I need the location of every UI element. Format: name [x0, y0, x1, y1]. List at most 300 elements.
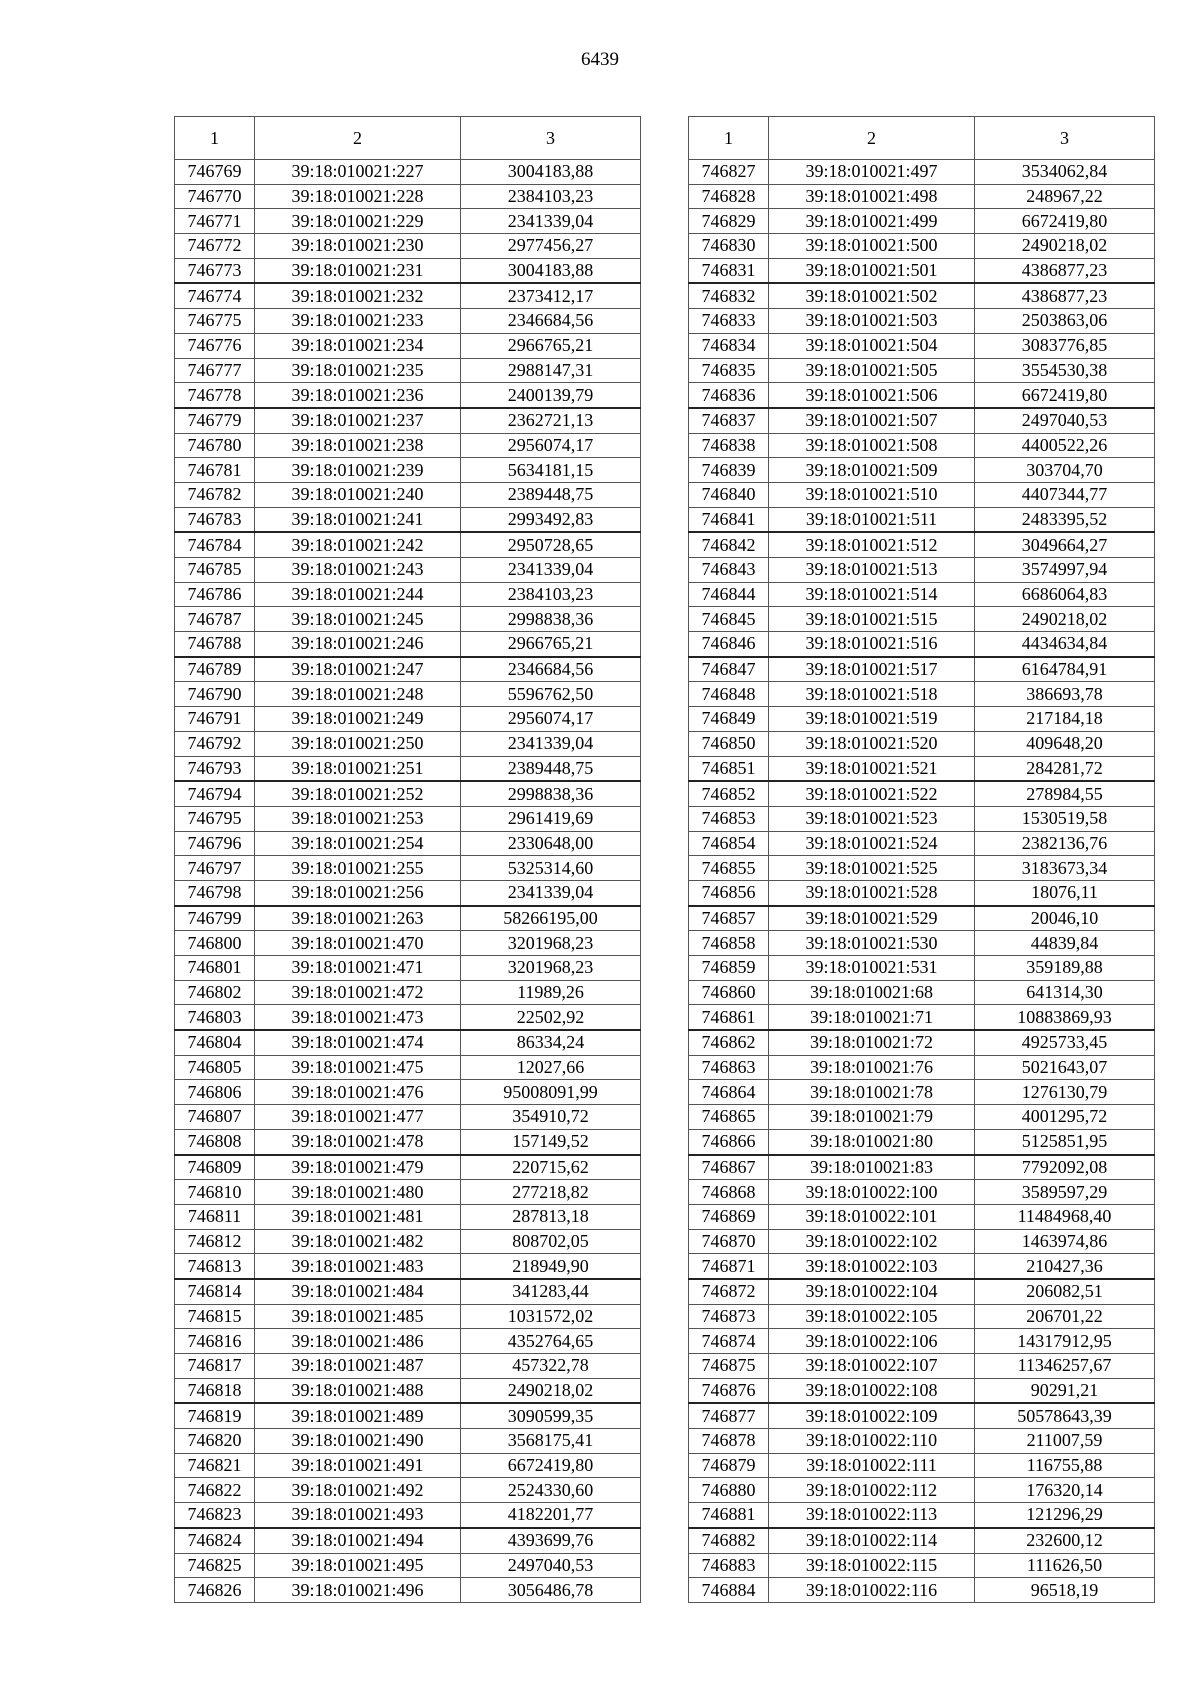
value-cell: 90291,21 [975, 1378, 1155, 1403]
value-cell: 303704,70 [975, 458, 1155, 483]
value-cell: 284281,72 [975, 756, 1155, 781]
value-cell: 4393699,76 [461, 1528, 641, 1553]
cadastral-number-cell: 39:18:010021:501 [769, 258, 975, 283]
table-row [175, 1578, 641, 1603]
row-number-cell: 746849 [689, 707, 769, 732]
row-number-cell: 746838 [689, 433, 769, 458]
cadastral-number-cell: 39:18:010021:516 [769, 632, 975, 657]
value-cell: 1031572,02 [461, 1304, 641, 1329]
value-cell: 2389448,75 [461, 482, 641, 507]
value-cell: 277218,82 [461, 1180, 641, 1205]
cadastral-number-cell: 39:18:010021:523 [769, 806, 975, 831]
value-cell: 2389448,75 [461, 756, 641, 781]
table-row [175, 1105, 641, 1130]
table-row [689, 1429, 1155, 1454]
table-row [689, 831, 1155, 856]
value-cell: 5021643,07 [975, 1055, 1155, 1080]
cadastral-number-cell: 39:18:010021:79 [769, 1105, 975, 1130]
value-cell: 2988147,31 [461, 358, 641, 383]
value-cell: 20046,10 [975, 906, 1155, 931]
cadastral-number-cell: 39:18:010021:253 [255, 806, 461, 831]
value-cell: 2966765,21 [461, 632, 641, 657]
value-cell: 2956074,17 [461, 433, 641, 458]
cadastral-number-cell: 39:18:010021:486 [255, 1329, 461, 1354]
cadastral-number-cell: 39:18:010021:483 [255, 1254, 461, 1279]
table-row [689, 931, 1155, 956]
value-cell: 220715,62 [461, 1155, 641, 1180]
row-number-cell: 746777 [175, 358, 255, 383]
table-row [175, 582, 641, 607]
value-cell: 641314,30 [975, 980, 1155, 1005]
cadastral-number-cell: 39:18:010021:518 [769, 682, 975, 707]
row-number-cell: 746780 [175, 433, 255, 458]
cadastral-number-cell: 39:18:010021:507 [769, 408, 975, 433]
row-number-cell: 746878 [689, 1429, 769, 1454]
row-number-cell: 746781 [175, 458, 255, 483]
table-row [689, 1005, 1155, 1030]
table-row [689, 880, 1155, 905]
row-number-cell: 746853 [689, 806, 769, 831]
cadastral-number-cell: 39:18:010021:250 [255, 731, 461, 756]
value-cell: 2490218,02 [461, 1378, 641, 1403]
row-number-cell: 746828 [689, 184, 769, 209]
cadastral-number-cell: 39:18:010021:524 [769, 831, 975, 856]
value-cell: 4386877,23 [975, 258, 1155, 283]
value-cell: 359189,88 [975, 956, 1155, 981]
row-number-cell: 746801 [175, 956, 255, 981]
table-row [175, 980, 641, 1005]
value-cell: 248967,22 [975, 184, 1155, 209]
row-number-cell: 746875 [689, 1354, 769, 1379]
column-header-2: 2 [769, 117, 975, 160]
table-row [689, 1354, 1155, 1379]
table-row [175, 309, 641, 334]
row-number-cell: 746843 [689, 558, 769, 583]
cadastral-number-cell: 39:18:010021:482 [255, 1229, 461, 1254]
table-row [689, 1279, 1155, 1304]
cadastral-number-cell: 39:18:010021:521 [769, 756, 975, 781]
cadastral-number-cell: 39:18:010022:113 [769, 1503, 975, 1528]
row-number-cell: 746785 [175, 558, 255, 583]
row-number-cell: 746831 [689, 258, 769, 283]
row-number-cell: 746833 [689, 309, 769, 334]
table-row [689, 657, 1155, 682]
value-cell: 457322,78 [461, 1354, 641, 1379]
table-row [689, 607, 1155, 632]
table-row [689, 756, 1155, 781]
table-row [689, 1080, 1155, 1105]
value-cell: 4001295,72 [975, 1105, 1155, 1130]
row-number-cell: 746874 [689, 1329, 769, 1354]
value-cell: 211007,59 [975, 1429, 1155, 1454]
cadastral-number-cell: 39:18:010021:232 [255, 283, 461, 308]
cadastral-number-cell: 39:18:010021:251 [255, 756, 461, 781]
value-cell: 7792092,08 [975, 1155, 1155, 1180]
table-row [175, 931, 641, 956]
table-row [175, 707, 641, 732]
row-number-cell: 746821 [175, 1453, 255, 1478]
table-row [175, 831, 641, 856]
cadastral-number-cell: 39:18:010021:500 [769, 234, 975, 259]
table-row [175, 507, 641, 532]
row-number-cell: 746832 [689, 283, 769, 308]
table-row [175, 682, 641, 707]
value-cell: 2330648,00 [461, 831, 641, 856]
row-number-cell: 746796 [175, 831, 255, 856]
table-row [175, 184, 641, 209]
row-number-cell: 746855 [689, 856, 769, 881]
value-cell: 6164784,91 [975, 657, 1155, 682]
cadastral-number-cell: 39:18:010021:480 [255, 1180, 461, 1205]
cadastral-number-cell: 39:18:010021:248 [255, 682, 461, 707]
table-row [175, 1254, 641, 1279]
table-row [175, 209, 641, 234]
row-number-cell: 746798 [175, 880, 255, 905]
cadastral-number-cell: 39:18:010021:83 [769, 1155, 975, 1180]
row-number-cell: 746872 [689, 1279, 769, 1304]
cadastral-number-cell: 39:18:010021:238 [255, 433, 461, 458]
table-row [175, 906, 641, 931]
row-number-cell: 746790 [175, 682, 255, 707]
value-cell: 4386877,23 [975, 283, 1155, 308]
value-cell: 121296,29 [975, 1503, 1155, 1528]
cadastral-number-cell: 39:18:010022:105 [769, 1304, 975, 1329]
table-row [689, 582, 1155, 607]
cadastral-number-cell: 39:18:010021:488 [255, 1378, 461, 1403]
table-row [175, 1478, 641, 1503]
table-row [175, 632, 641, 657]
row-number-cell: 746858 [689, 931, 769, 956]
cadastral-number-cell: 39:18:010022:111 [769, 1453, 975, 1478]
table-row [175, 1528, 641, 1553]
table-row [175, 1378, 641, 1403]
value-cell: 11484968,40 [975, 1204, 1155, 1229]
table-row [175, 458, 641, 483]
row-number-cell: 746774 [175, 283, 255, 308]
table-row [175, 731, 641, 756]
table-row [175, 358, 641, 383]
row-number-cell: 746793 [175, 756, 255, 781]
table-row [689, 980, 1155, 1005]
value-cell: 6672419,80 [975, 209, 1155, 234]
row-number-cell: 746795 [175, 806, 255, 831]
cadastral-number-cell: 39:18:010022:112 [769, 1478, 975, 1503]
column-header-3: 3 [975, 117, 1155, 160]
table-row [689, 1254, 1155, 1279]
row-number-cell: 746840 [689, 482, 769, 507]
value-cell: 95008091,99 [461, 1080, 641, 1105]
cadastral-number-cell: 39:18:010021:493 [255, 1503, 461, 1528]
value-cell: 386693,78 [975, 682, 1155, 707]
row-number-cell: 746861 [689, 1005, 769, 1030]
table-row [175, 383, 641, 408]
value-cell: 44839,84 [975, 931, 1155, 956]
table-row [175, 856, 641, 881]
value-cell: 808702,05 [461, 1229, 641, 1254]
table-row [175, 1354, 641, 1379]
value-cell: 409648,20 [975, 731, 1155, 756]
row-number-cell: 746820 [175, 1429, 255, 1454]
cadastral-number-cell: 39:18:010021:511 [769, 507, 975, 532]
cadastral-number-cell: 39:18:010021:496 [255, 1578, 461, 1603]
cadastral-number-cell: 39:18:010021:481 [255, 1204, 461, 1229]
cadastral-number-cell: 39:18:010021:497 [769, 160, 975, 185]
cadastral-number-cell: 39:18:010021:68 [769, 980, 975, 1005]
cadastral-number-cell: 39:18:010021:244 [255, 582, 461, 607]
table-row [175, 258, 641, 283]
row-number-cell: 746809 [175, 1155, 255, 1180]
table-row [689, 856, 1155, 881]
cadastral-number-cell: 39:18:010021:529 [769, 906, 975, 931]
value-cell: 5125851,95 [975, 1129, 1155, 1154]
cadastral-number-cell: 39:18:010022:101 [769, 1204, 975, 1229]
row-number-cell: 746817 [175, 1354, 255, 1379]
cadastral-number-cell: 39:18:010021:263 [255, 906, 461, 931]
table-row [689, 1528, 1155, 1553]
cadastral-number-cell: 39:18:010021:513 [769, 558, 975, 583]
value-cell: 10883869,93 [975, 1005, 1155, 1030]
row-number-cell: 746857 [689, 906, 769, 931]
row-number-cell: 746852 [689, 781, 769, 806]
cadastral-number-cell: 39:18:010021:475 [255, 1055, 461, 1080]
value-cell: 3004183,88 [461, 258, 641, 283]
table-row [689, 458, 1155, 483]
cadastral-number-cell: 39:18:010021:239 [255, 458, 461, 483]
row-number-cell: 746786 [175, 582, 255, 607]
row-number-cell: 746870 [689, 1229, 769, 1254]
value-cell: 206701,22 [975, 1304, 1155, 1329]
cadastral-number-cell: 39:18:010021:515 [769, 607, 975, 632]
value-cell: 2341339,04 [461, 731, 641, 756]
row-number-cell: 746851 [689, 756, 769, 781]
table-row [689, 160, 1155, 185]
table-row [175, 880, 641, 905]
row-number-cell: 746882 [689, 1528, 769, 1553]
value-cell: 3574997,94 [975, 558, 1155, 583]
table-row [689, 956, 1155, 981]
cadastral-number-cell: 39:18:010021:256 [255, 880, 461, 905]
value-cell: 4400522,26 [975, 433, 1155, 458]
row-number-cell: 746873 [689, 1304, 769, 1329]
value-cell: 3534062,84 [975, 160, 1155, 185]
cadastral-number-cell: 39:18:010021:471 [255, 956, 461, 981]
value-cell: 3201968,23 [461, 956, 641, 981]
table-row [175, 160, 641, 185]
row-number-cell: 746830 [689, 234, 769, 259]
row-number-cell: 746848 [689, 682, 769, 707]
cadastral-number-cell: 39:18:010022:108 [769, 1378, 975, 1403]
cadastral-number-cell: 39:18:010021:240 [255, 482, 461, 507]
value-cell: 232600,12 [975, 1528, 1155, 1553]
cadastral-number-cell: 39:18:010021:479 [255, 1155, 461, 1180]
value-cell: 4352764,65 [461, 1329, 641, 1354]
cadastral-number-cell: 39:18:010021:228 [255, 184, 461, 209]
row-number-cell: 746805 [175, 1055, 255, 1080]
table-body-left [175, 160, 641, 1603]
cadastral-number-cell: 39:18:010021:491 [255, 1453, 461, 1478]
cadastral-number-cell: 39:18:010021:505 [769, 358, 975, 383]
row-number-cell: 746788 [175, 632, 255, 657]
cadastral-number-cell: 39:18:010022:109 [769, 1403, 975, 1428]
cadastral-number-cell: 39:18:010021:78 [769, 1080, 975, 1105]
value-cell: 3056486,78 [461, 1578, 641, 1603]
row-number-cell: 746772 [175, 234, 255, 259]
value-cell: 157149,52 [461, 1129, 641, 1154]
cadastral-number-cell: 39:18:010021:528 [769, 880, 975, 905]
table-row [175, 1503, 641, 1528]
cadastral-number-cell: 39:18:010021:490 [255, 1429, 461, 1454]
value-cell: 287813,18 [461, 1204, 641, 1229]
table-row [689, 1304, 1155, 1329]
cadastral-number-cell: 39:18:010021:502 [769, 283, 975, 308]
row-number-cell: 746850 [689, 731, 769, 756]
row-number-cell: 746802 [175, 980, 255, 1005]
cadastral-number-cell: 39:18:010021:472 [255, 980, 461, 1005]
table-row [175, 1180, 641, 1205]
table-row [689, 482, 1155, 507]
row-number-cell: 746829 [689, 209, 769, 234]
cadastral-number-cell: 39:18:010021:525 [769, 856, 975, 881]
cadastral-number-cell: 39:18:010022:116 [769, 1578, 975, 1603]
row-number-cell: 746775 [175, 309, 255, 334]
value-cell: 2503863,06 [975, 309, 1155, 334]
row-number-cell: 746825 [175, 1553, 255, 1578]
value-cell: 1463974,86 [975, 1229, 1155, 1254]
table-row [175, 607, 641, 632]
cadastral-number-cell: 39:18:010021:474 [255, 1030, 461, 1055]
table-row [175, 1229, 641, 1254]
table-row [689, 806, 1155, 831]
value-cell: 3554530,38 [975, 358, 1155, 383]
value-cell: 217184,18 [975, 707, 1155, 732]
row-number-cell: 746822 [175, 1478, 255, 1503]
value-cell: 2966765,21 [461, 333, 641, 358]
table-row [175, 806, 641, 831]
table-row [689, 1055, 1155, 1080]
row-number-cell: 746844 [689, 582, 769, 607]
value-cell: 86334,24 [461, 1030, 641, 1055]
row-number-cell: 746819 [175, 1403, 255, 1428]
cadastral-number-cell: 39:18:010021:237 [255, 408, 461, 433]
row-number-cell: 746836 [689, 383, 769, 408]
value-cell: 2961419,69 [461, 806, 641, 831]
value-cell: 3083776,85 [975, 333, 1155, 358]
table-row [689, 507, 1155, 532]
table-row [689, 682, 1155, 707]
table-row [689, 1553, 1155, 1578]
table-row [689, 258, 1155, 283]
column-header-1: 1 [175, 117, 255, 160]
row-number-cell: 746773 [175, 258, 255, 283]
row-number-cell: 746880 [689, 1478, 769, 1503]
value-cell: 2483395,52 [975, 507, 1155, 532]
cadastral-number-cell: 39:18:010021:503 [769, 309, 975, 334]
table-row [689, 1578, 1155, 1603]
cadastral-number-cell: 39:18:010021:247 [255, 657, 461, 682]
value-cell: 22502,92 [461, 1005, 641, 1030]
row-number-cell: 746808 [175, 1129, 255, 1154]
table-row [689, 1129, 1155, 1154]
cadastral-number-cell: 39:18:010022:115 [769, 1553, 975, 1578]
row-number-cell: 746866 [689, 1129, 769, 1154]
cadastral-number-cell: 39:18:010021:514 [769, 582, 975, 607]
value-cell: 5325314,60 [461, 856, 641, 881]
row-number-cell: 746789 [175, 657, 255, 682]
value-cell: 1276130,79 [975, 1080, 1155, 1105]
cadastral-number-cell: 39:18:010021:512 [769, 532, 975, 557]
row-number-cell: 746835 [689, 358, 769, 383]
value-cell: 4434634,84 [975, 632, 1155, 657]
value-cell: 2341339,04 [461, 209, 641, 234]
column-header-3: 3 [461, 117, 641, 160]
cadastral-number-cell: 39:18:010021:76 [769, 1055, 975, 1080]
cadastral-number-cell: 39:18:010021:531 [769, 956, 975, 981]
value-cell: 2373412,17 [461, 283, 641, 308]
cadastral-number-cell: 39:18:010022:102 [769, 1229, 975, 1254]
cadastral-number-cell: 39:18:010021:520 [769, 731, 975, 756]
row-number-cell: 746800 [175, 931, 255, 956]
value-cell: 176320,14 [975, 1478, 1155, 1503]
value-cell: 111626,50 [975, 1553, 1155, 1578]
row-number-cell: 746868 [689, 1180, 769, 1205]
table-row [175, 1304, 641, 1329]
cadastral-number-cell: 39:18:010021:489 [255, 1403, 461, 1428]
row-number-cell: 746815 [175, 1304, 255, 1329]
row-number-cell: 746827 [689, 160, 769, 185]
cadastral-number-cell: 39:18:010021:245 [255, 607, 461, 632]
table-row [689, 1503, 1155, 1528]
value-cell: 4925733,45 [975, 1030, 1155, 1055]
cadastral-number-cell: 39:18:010021:227 [255, 160, 461, 185]
value-cell: 2497040,53 [975, 408, 1155, 433]
table-row [175, 1080, 641, 1105]
row-number-cell: 746806 [175, 1080, 255, 1105]
table-row [689, 358, 1155, 383]
value-cell: 6672419,80 [461, 1453, 641, 1478]
cadastral-number-cell: 39:18:010021:470 [255, 931, 461, 956]
row-number-cell: 746841 [689, 507, 769, 532]
column-header-1: 1 [689, 117, 769, 160]
value-cell: 354910,72 [461, 1105, 641, 1130]
cadastral-number-cell: 39:18:010021:508 [769, 433, 975, 458]
value-cell: 2998838,36 [461, 607, 641, 632]
table-row [689, 1453, 1155, 1478]
row-number-cell: 746813 [175, 1254, 255, 1279]
table-header-row [175, 117, 641, 160]
table-row [175, 1055, 641, 1080]
cadastral-number-cell: 39:18:010021:498 [769, 184, 975, 209]
cadastral-number-cell: 39:18:010022:110 [769, 1429, 975, 1454]
value-cell: 3183673,34 [975, 856, 1155, 881]
table-row [175, 657, 641, 682]
cadastral-number-cell: 39:18:010021:80 [769, 1129, 975, 1154]
row-number-cell: 746826 [175, 1578, 255, 1603]
row-number-cell: 746860 [689, 980, 769, 1005]
row-number-cell: 746807 [175, 1105, 255, 1130]
row-number-cell: 746811 [175, 1204, 255, 1229]
row-number-cell: 746778 [175, 383, 255, 408]
value-cell: 4182201,77 [461, 1503, 641, 1528]
table-row [175, 1429, 641, 1454]
cadastral-number-cell: 39:18:010022:106 [769, 1329, 975, 1354]
value-cell: 2400139,79 [461, 383, 641, 408]
cadastral-number-cell: 39:18:010021:477 [255, 1105, 461, 1130]
value-cell: 14317912,95 [975, 1329, 1155, 1354]
table-row [175, 1005, 641, 1030]
table-row [175, 558, 641, 583]
table-row [689, 906, 1155, 931]
row-number-cell: 746804 [175, 1030, 255, 1055]
